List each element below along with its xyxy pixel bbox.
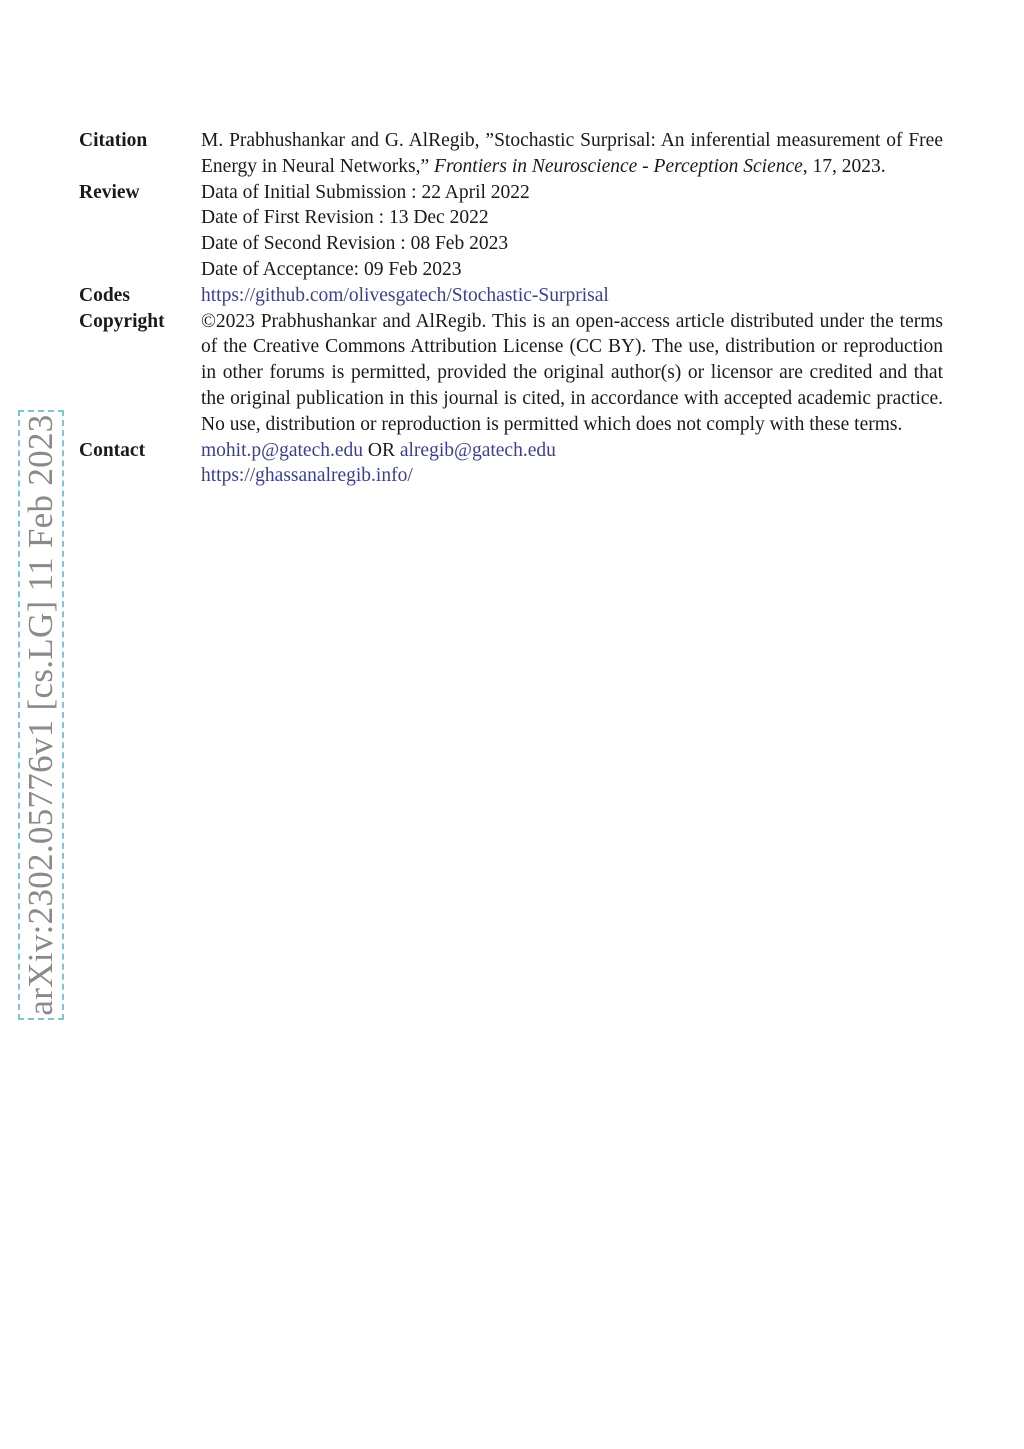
copyright-row — [79, 309, 943, 438]
citation-row — [79, 128, 943, 180]
review-first-revision: Date of First Revision : 13 Dec 2022 — [201, 207, 489, 229]
citation-journal: Frontiers in Neuroscience - Perception Science — [434, 155, 803, 177]
citation-text-before: M. Prabhushankar and G. AlRegib, ”Stochastic Surprisal: An inferential measurement of Free Energy in Neural Networks,” — [201, 130, 943, 177]
codes-label: Codes — [79, 284, 130, 306]
metadata-table — [79, 128, 943, 489]
contact-email-2-link[interactable]: alregib@gatech.edu — [399, 439, 556, 461]
review-second-revision: Date of Second Revision : 08 Feb 2023 — [201, 233, 509, 255]
review-row — [79, 180, 943, 283]
codes-value — [201, 283, 943, 309]
copyright-text: ©2023 Prabhushankar and AlRegib. This is an open-access article distributed under the terms of the Creative Commons Attribution License (CC BY). The use, distribution or reproduction in other forums is permitted, provided the original author(s) or licensor are credited and that the original publication in this journal is cited, in accordance with accepted academic practice. No use, distribution or reproduction is permitted which does not comply with these terms. — [201, 310, 943, 435]
review-initial-submission: Data of Initial Submission : 22 April 2022 — [201, 181, 530, 203]
contact-separator: OR — [363, 439, 400, 461]
review-dates — [201, 180, 943, 283]
copyright-label: Copyright — [79, 310, 165, 332]
contact-value — [201, 438, 943, 490]
codes-row — [79, 283, 943, 309]
citation-label: Citation — [79, 130, 148, 151]
codes-link[interactable]: https://github.com/olivesgatech/Stochastic-Surprisal — [201, 284, 609, 306]
arxiv-stamp-text: arXiv:2302.05776v1 [cs.LG] 11 Feb 2023 — [21, 414, 60, 1016]
arxiv-stamp — [18, 410, 64, 1020]
citation-text-after: , 17, 2023. — [802, 155, 886, 177]
contact-row — [79, 438, 943, 490]
citation-text — [201, 128, 943, 180]
review-acceptance: Date of Acceptance: 09 Feb 2023 — [201, 258, 462, 280]
contact-email-1-link[interactable]: mohit.p@gatech.edu — [201, 439, 363, 461]
contact-website-link[interactable]: https://ghassanalregib.info/ — [201, 465, 413, 487]
contact-label: Contact — [79, 439, 146, 461]
review-label: Review — [79, 181, 140, 203]
contact-emails — [201, 438, 943, 464]
